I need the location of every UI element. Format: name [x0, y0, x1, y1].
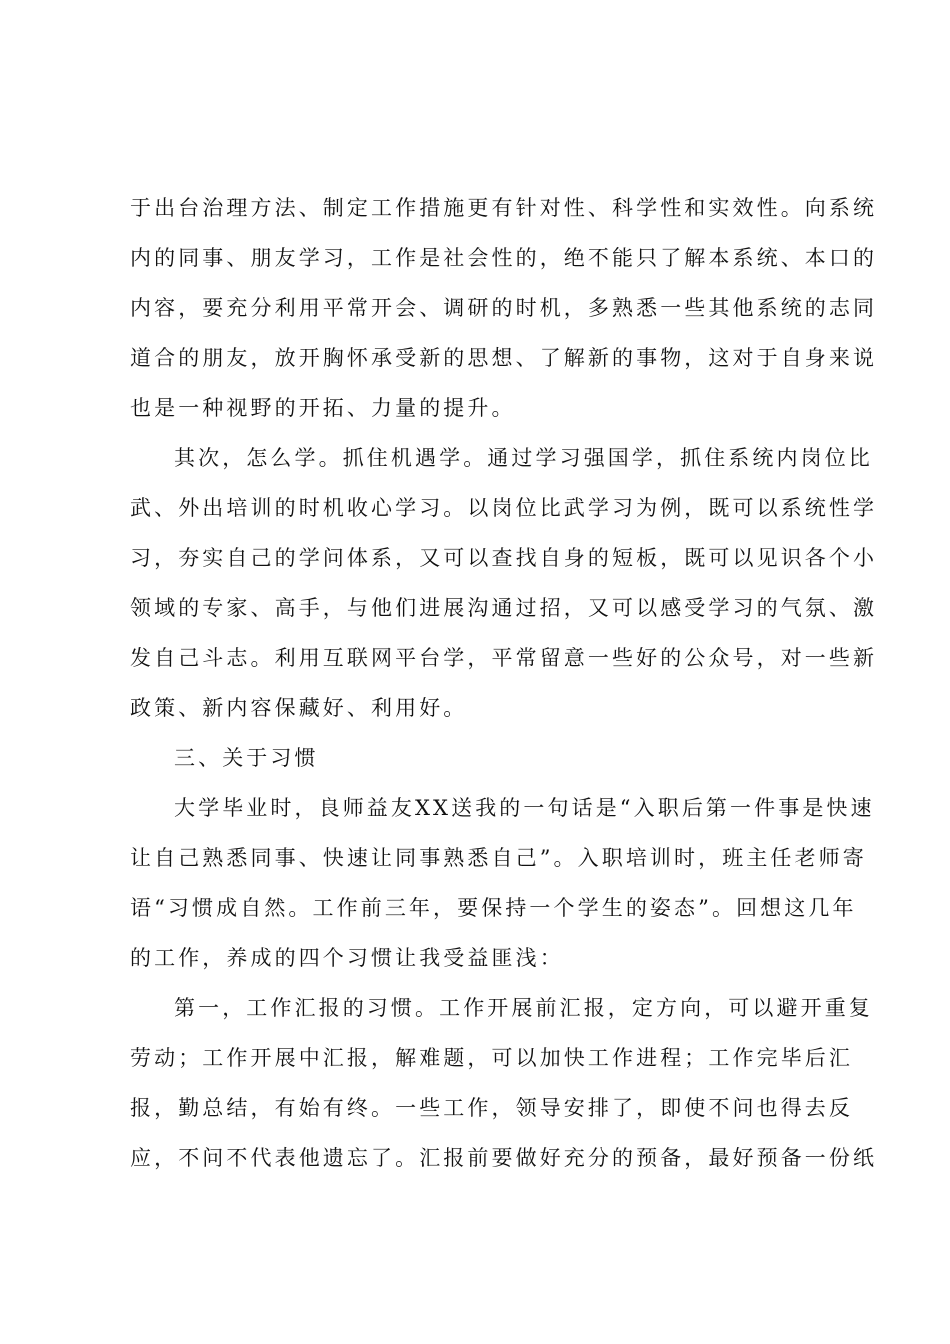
text-line-19: 报，勤总结，有始有终。一些工作，领导安排了，即使不问也得去反 [130, 1096, 853, 1120]
text-line-9: 领域的专家、高手，与他们进展沟通过招，又可以感受学习的气氛、激 [130, 596, 878, 620]
text-line-7: 武、外出培训的时机收心学习。以岗位比武学习为例，既可以系统性学 [130, 496, 878, 520]
text-line-3: 内容，要充分利用平常开会、调研的时机，多熟悉一些其他系统的志同 [130, 296, 878, 320]
text-line-13: 大学毕业时，良师益友XX送我的一句话是“入职后第一件事是快速 [174, 796, 875, 820]
text-line-10: 发自己斗志。利用互联网平台学，平常留意一些好的公众号，对一些新 [130, 646, 878, 670]
text-line-5: 也是一种视野的开拓、力量的提升。 [130, 396, 516, 420]
text-line-18: 劳动；工作开展中汇报，解难题，可以加快工作进程；工作完毕后汇 [130, 1046, 853, 1070]
text-line-1: 于出台治理方法、制定工作措施更有针对性、科学性和实效性。向系统 [130, 196, 878, 220]
text-line-11: 政策、新内容保藏好、利用好。 [130, 696, 468, 720]
text-line-15: 语“习惯成自然。工作前三年，要保持一个学生的姿态”。回想这几年 [130, 896, 857, 920]
document-body [130, 183, 878, 1183]
text-line-6: 其次，怎么学。抓住机遇学。通过学习强国学，抓住系统内岗位比 [174, 446, 873, 470]
text-line-16: 的工作，养成的四个习惯让我受益匪浅： [130, 946, 564, 970]
text-line-4: 道合的朋友，放开胸怀承受新的思想、了解新的事物，这对于自身来说 [130, 346, 878, 370]
text-line-20: 应，不问不代表他遗忘了。汇报前要做好充分的预备，最好预备一份纸 [130, 1146, 878, 1170]
text-line-8: 习，夯实自己的学问体系，又可以查找自身的短板，既可以见识各个小 [130, 546, 878, 570]
text-line-14: 让自己熟悉同事、快速让同事熟悉自己”。入职培训时，班主任老师寄 [130, 846, 867, 870]
section-heading: 三、关于习惯 [174, 746, 319, 770]
text-line-2: 内的同事、朋友学习，工作是社会性的，绝不能只了解本系统、本口的 [130, 246, 878, 270]
text-line-17: 第一，工作汇报的习惯。工作开展前汇报，定方向，可以避开重复 [174, 996, 873, 1020]
